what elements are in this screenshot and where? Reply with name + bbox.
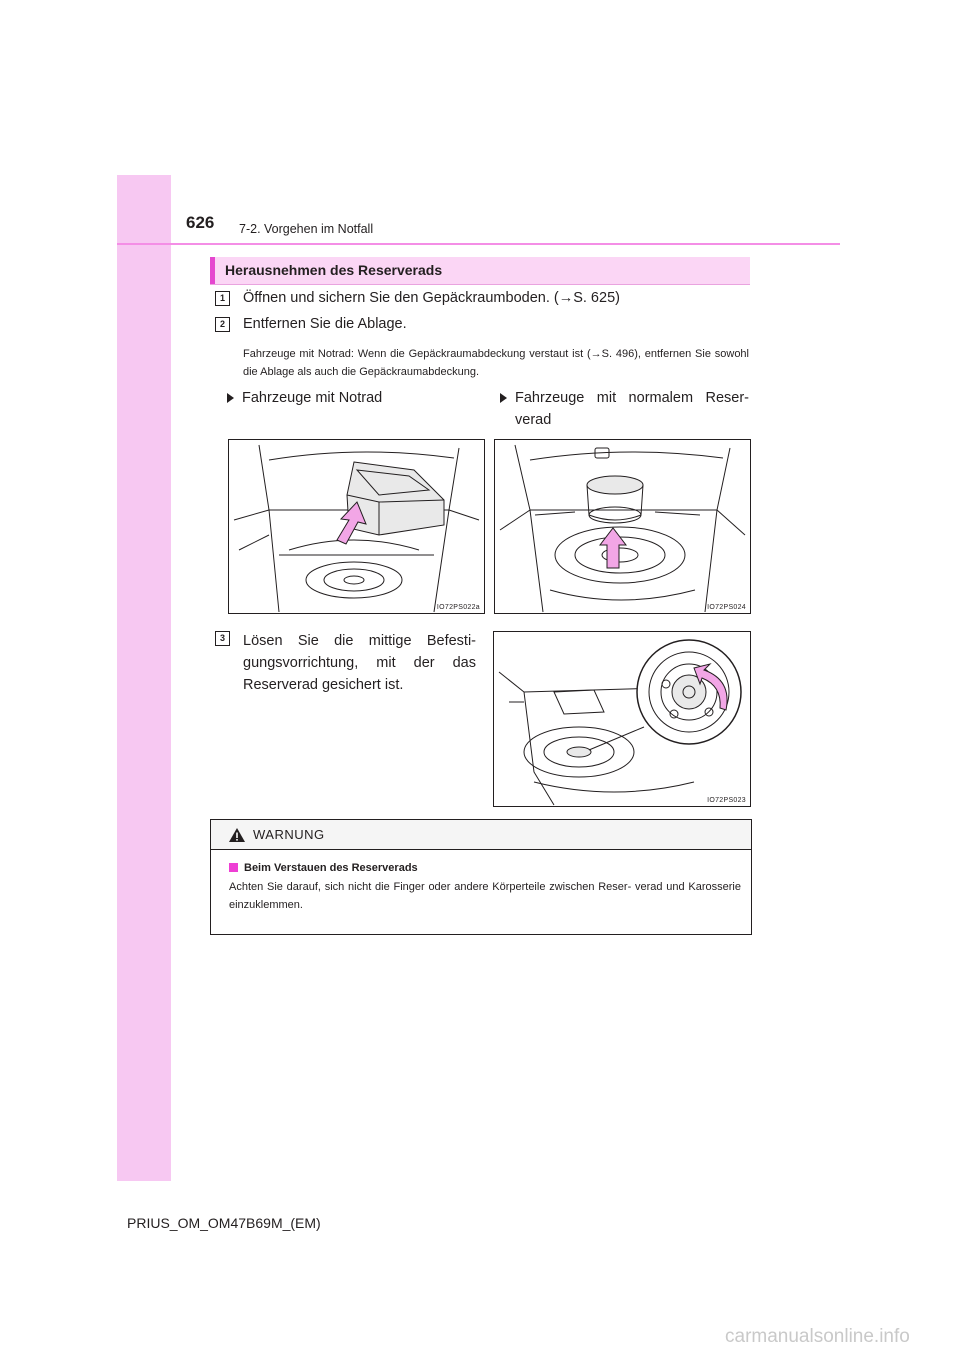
trunk-tray-illustration: [229, 440, 484, 613]
section-heading: [210, 257, 750, 285]
chapter-title: 7-2. Vorgehen im Notfall: [239, 222, 374, 236]
warning-item-title: Beim Verstauen des Reserverads: [244, 862, 418, 874]
triangle-bullet-icon: [500, 393, 507, 403]
variant-label: Fahrzeuge mit Notrad: [242, 390, 383, 406]
step-number-3: 3: [215, 631, 230, 646]
illustration-full-spare: [494, 439, 751, 614]
warning-label: WARNUNG: [253, 827, 325, 842]
figure-code: IO72PS024: [707, 604, 746, 611]
warning-box: [210, 819, 752, 935]
footer-model-code: PRIUS_OM_OM47B69M_(EM): [127, 1215, 321, 1231]
side-color-bar: [117, 175, 171, 1181]
figure-code: IO72PS023: [707, 797, 746, 804]
square-bullet-icon: [229, 863, 238, 872]
step-text-3: Lösen Sie die mittige Befesti- gungsvorrichtung, mit der das Reserverad gesichert ist.: [243, 633, 476, 693]
warning-item-heading: [229, 862, 418, 874]
warning-triangle-icon: [228, 827, 246, 843]
step-number-2: 2: [215, 317, 230, 332]
note-text: Fahrzeuge mit Notrad: Wenn die Gepäckraumabdeckung verstaut ist (→S. 496), entfernen Sie sowohl die Ablage als auch die Gepäckraumabdeckung.: [243, 348, 749, 378]
variant-label: Fahrzeuge mit normalem Reser- verad: [515, 390, 749, 428]
warning-item-text: Achten Sie darauf, sich nicht die Finger oder andere Körperteile zwischen Reser- verad und Karosserie einzuklemmen.: [229, 881, 741, 911]
step-number-1: 1: [215, 291, 230, 306]
illustration-temporary-spare: [228, 439, 485, 614]
section-accent: [210, 257, 215, 284]
figure-code: IO72PS022a: [436, 604, 480, 611]
watermark: carmanualsonline.info: [725, 1326, 910, 1347]
illustration-release-bolt: [493, 631, 751, 807]
trunk-spare-illustration: [495, 440, 750, 613]
step-text-2: Entfernen Sie die Ablage.: [243, 316, 407, 332]
section-title: Herausnehmen des Reserverads: [225, 262, 443, 278]
spare-bolt-illustration: [494, 632, 750, 806]
triangle-bullet-icon: [227, 393, 234, 403]
step-text-1: Öffnen und sichern Sie den Gepäckraumboden. (→S. 625): [243, 290, 620, 306]
header-divider: [117, 243, 840, 245]
page-number: 626: [186, 213, 215, 232]
warning-header: [211, 820, 751, 850]
